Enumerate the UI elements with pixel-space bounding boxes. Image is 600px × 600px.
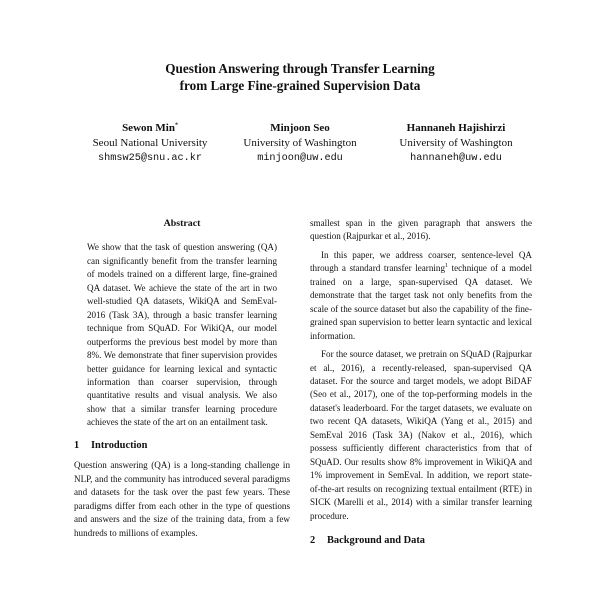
author-email: shmsw25@snu.ac.kr bbox=[98, 153, 202, 164]
author-name: Minjoon Seo bbox=[270, 122, 330, 134]
author-block-1 bbox=[65, 121, 235, 166]
section-title: Introduction bbox=[91, 439, 148, 451]
title-line-2: from Large Fine-grained Supervision Data bbox=[179, 78, 421, 93]
section-heading-background bbox=[310, 534, 532, 547]
author-name: Hannaneh Hajishirzi bbox=[406, 122, 506, 134]
author-email: hannaneh@uw.edu bbox=[410, 153, 502, 164]
section-heading-introduction bbox=[74, 439, 290, 452]
left-column bbox=[74, 217, 290, 540]
author-name: Sewon Min* bbox=[122, 122, 178, 134]
footnote-mark: 1 bbox=[445, 263, 448, 270]
right-column bbox=[310, 217, 532, 554]
section-number: 1 bbox=[74, 439, 80, 451]
introduction-paragraph: Question answering (QA) is a long-standing challenge in NLP, and the community has introduced several paradigms and datasets for the task over the past few years. These paradigms differ from each other in the type of questions and answers and the size of the training data, from a few hundreds to millions of examples. bbox=[74, 460, 290, 538]
body-paragraph-1: smallest span in the given paragraph that answers the question (Rajpurkar et al., 2016). bbox=[310, 218, 532, 242]
author-affiliation: Seoul National University bbox=[92, 137, 208, 149]
abstract-heading: Abstract bbox=[163, 218, 201, 229]
author-email: minjoon@uw.edu bbox=[257, 153, 343, 164]
abstract-text: We show that the task of question answering (QA) can significantly benefit from the transfer learning of models trained on a different large, fine-grained QA dataset. We achieve the state of the art in two well-studied QA datasets, WikiQA and SemEval-2016 (Task 3A), through a basic transfer learning technique from SQuAD. For WikiQA, our model outperforms the previous best model by more than 8%. We demonstrate that finer supervision provides better guidance for learning lexical and syntactic information than coarser supervision, through quantitative results and visual analysis. We also show that a similar transfer learning procedure achieves the state of the art on an entailment task. bbox=[87, 242, 277, 428]
body-paragraph-3: For the source dataset, we pretrain on SQuAD (Rajpurkar et al., 2016), a recently-released, span-supervised QA dataset. For the source and target models, we adopt BiDAF (Seo et al., 2017), one of the top-performing models in the dataset's leaderboard. For the target datasets, we evaluate on two recent QA datasets, WikiQA (Yang et al., 2015) and SemEval 2016 (Task 3A) (Nakov et al., 2016), which possess sufficiently different characteristics from that of SQuAD. Our results show 8% improvement in WikiQA and 1% improvement in SemEval. In addition, we report state-of-the-art results on recognizing textual entailment (RTE) in SICK (Marelli et al., 2014) with a similar transfer learning procedure. bbox=[310, 349, 532, 521]
paper-title bbox=[0, 60, 600, 94]
body-paragraph-2: In this paper, we address coarser, sentence-level QA through a standard transfer learning$^1$ technique of a model trained on a large, span-supervised QA dataset. We demonstrate that the target task not only benefits from the scale of the source dataset but also the capability of the fine-grained span supervision to better learn syntactic and lexical information. bbox=[310, 249, 532, 341]
section-number: 2 bbox=[310, 534, 316, 546]
author-block-2 bbox=[215, 121, 385, 166]
section-title: Background and Data bbox=[327, 534, 425, 546]
author-block-3 bbox=[371, 121, 541, 166]
author-affiliation: University of Washington bbox=[243, 137, 357, 149]
author-footnote-mark: * bbox=[174, 122, 178, 129]
author-affiliation: University of Washington bbox=[399, 137, 513, 149]
title-line-1: Question Answering through Transfer Learning bbox=[165, 61, 435, 76]
